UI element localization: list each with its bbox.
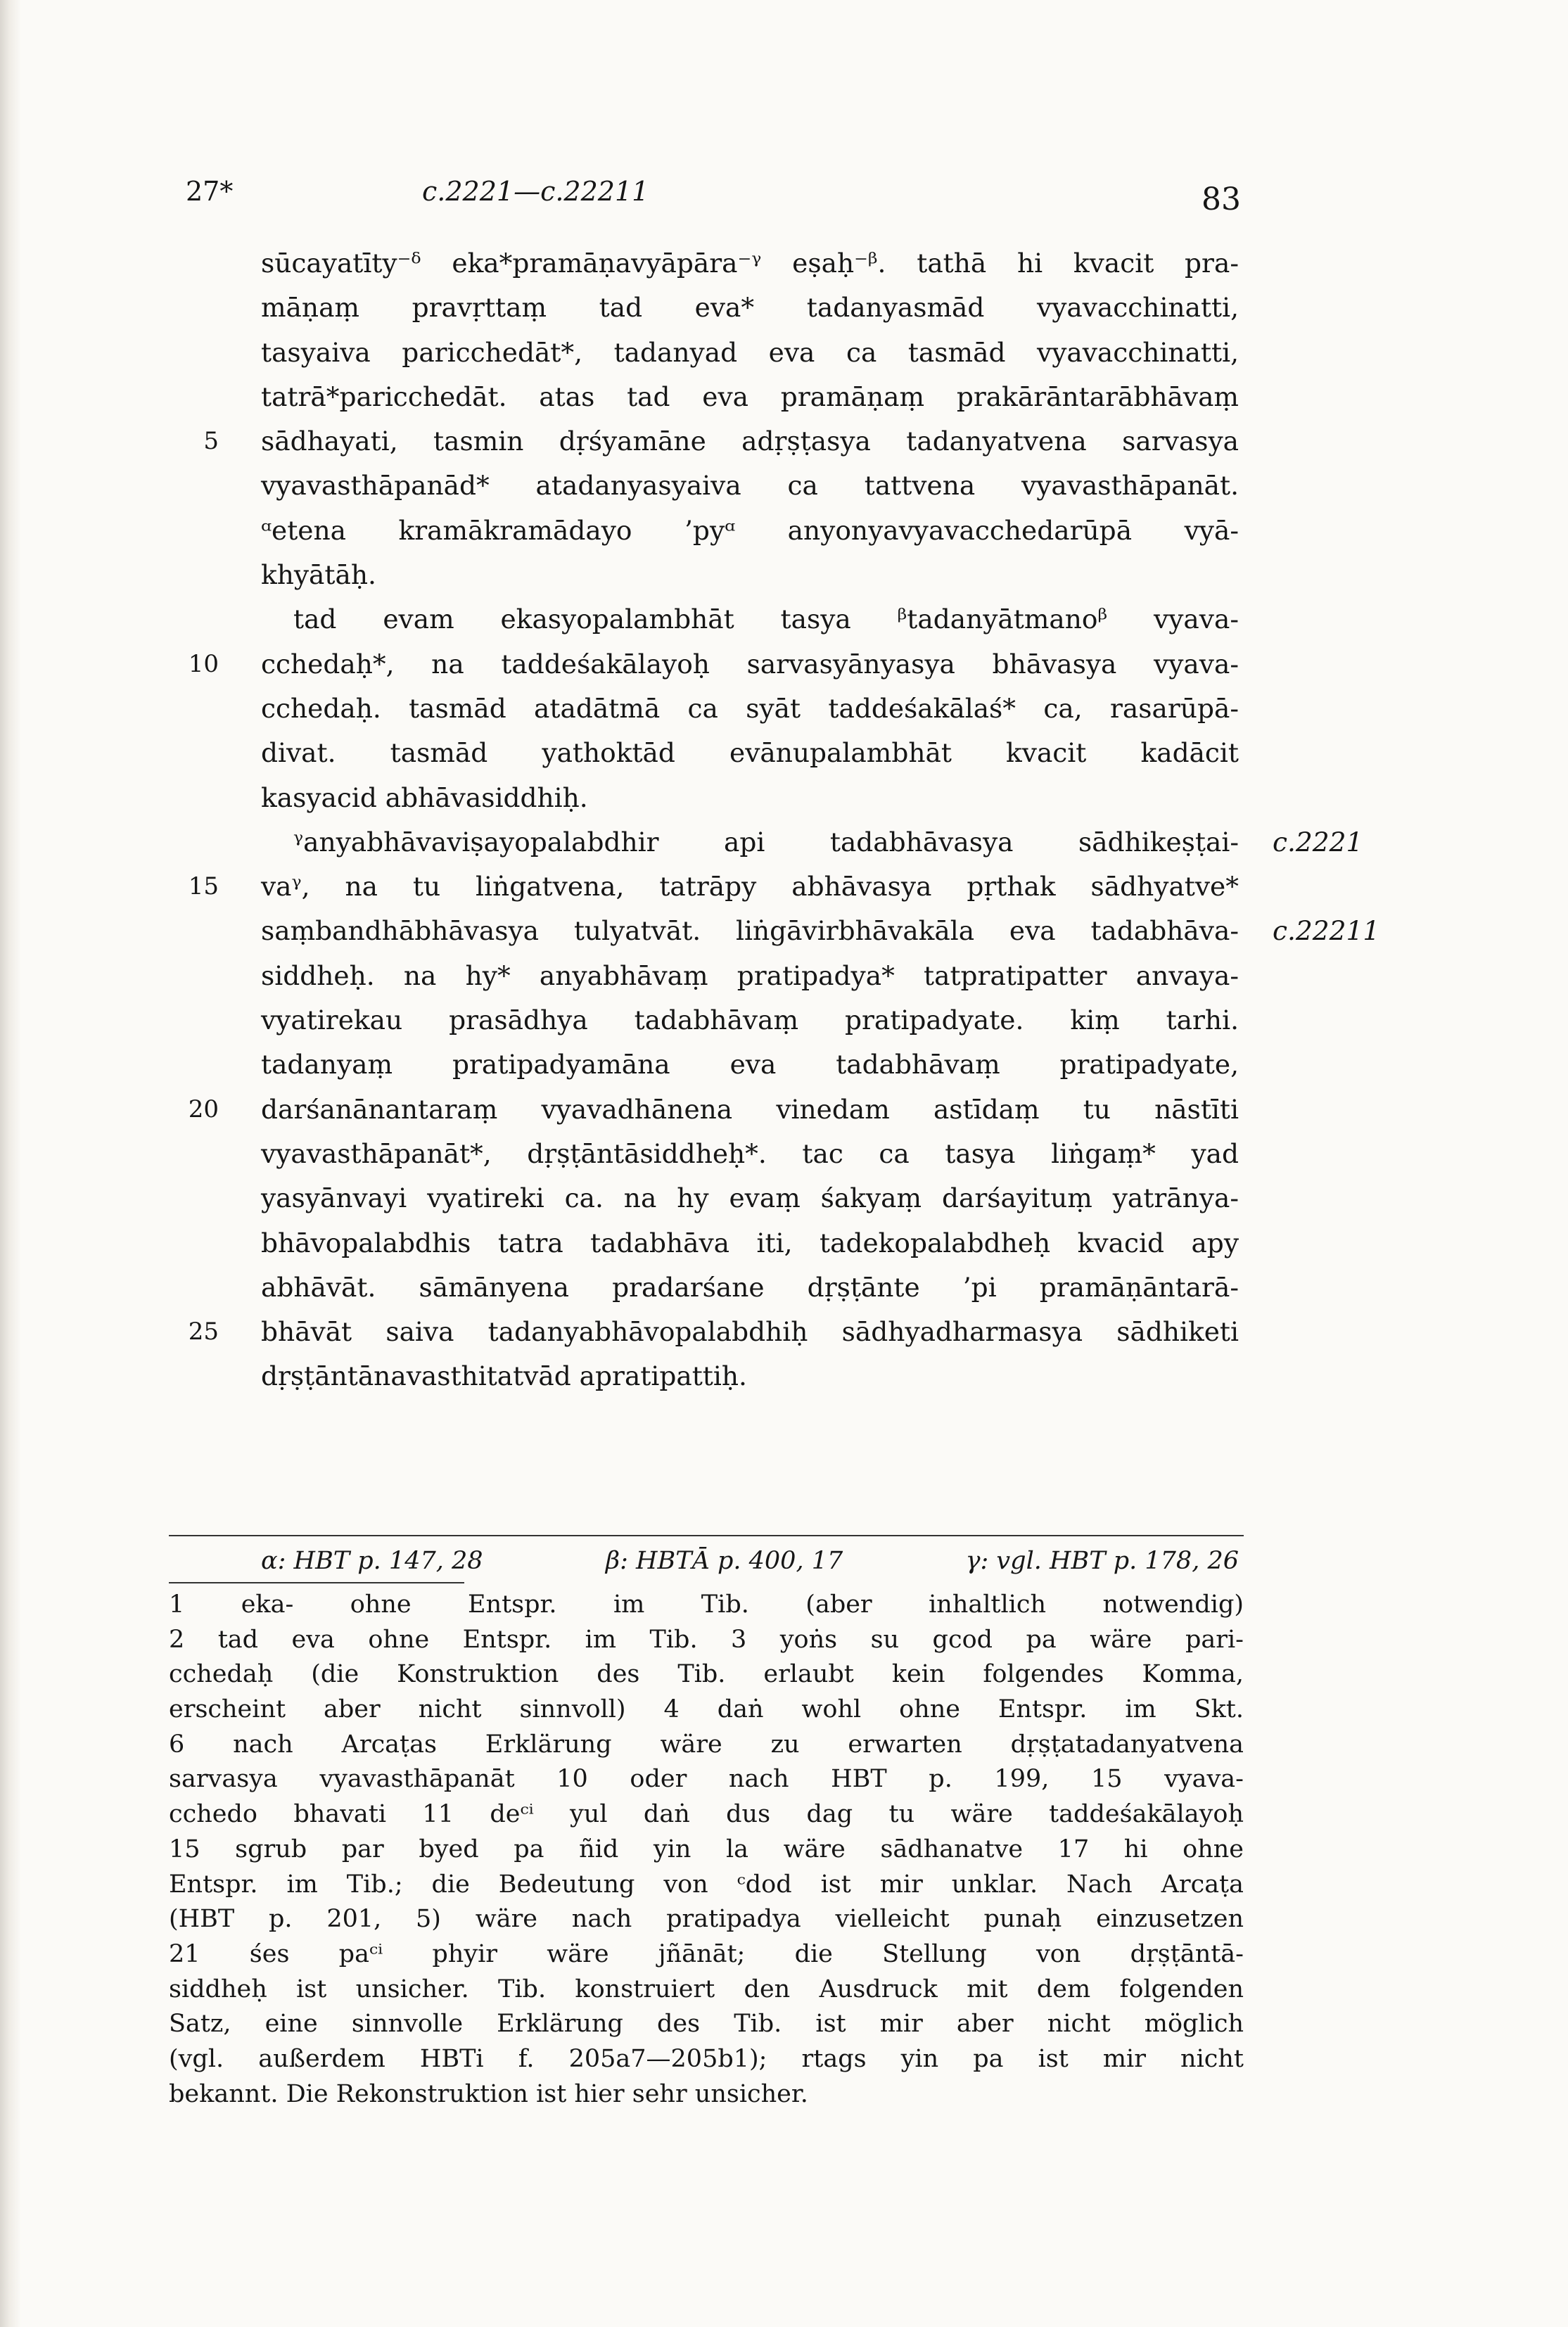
margin-reference: c.2221: [1273, 826, 1363, 858]
note-line: 6 nach Arcaṭas Erklärung wäre zu erwarten dṛṣṭatadanyatvena: [169, 1730, 1244, 1759]
siglum-gamma: γ: vgl. HBT p. 178, 26: [965, 1547, 1239, 1575]
text-line: [261, 464, 1239, 508]
line-text: dṛṣṭāntānavasthitatvād apratipattiḥ.: [261, 1360, 747, 1392]
line-text: divat. tasmād yathoktād evānupalambhāt kvacit kadācit: [261, 737, 1239, 769]
line-text: cchedaḥ*, na taddeśakālayoḥ sarvasyānyasya bhāvasya vyava-: [261, 648, 1239, 680]
line-text: sūcayatīty⁻ᵟ eka*pramāṇavyāpāra⁻ᵞ eṣaḥ⁻ᵝ. tathā hi kvacit pra-: [261, 248, 1239, 279]
note-line: erscheint aber nicht sinnvoll) 4 daṅ wohl ohne Entspr. im Skt.: [169, 1695, 1244, 1724]
footnote-rule: [169, 1535, 1244, 1536]
text-line: [261, 820, 1363, 865]
line-text: ᵞanyabhāvaviṣayopalabdhir api tadabhāvasya sādhikeṣṭai-: [293, 826, 1239, 858]
note-line: bekannt. Die Rekonstruktion ist hier sehr unsicher.: [169, 2079, 808, 2108]
note-line: siddheḥ ist unsicher. Tib. konstruiert den Ausdruck mit dem folgenden: [169, 1975, 1244, 2003]
text-line: [261, 776, 1239, 820]
line-text: siddheḥ. na hy* anyabhāvaṃ pratipadya* tatpratipatter anvaya-: [261, 960, 1239, 991]
text-line: [188, 1088, 1239, 1132]
text-line: [261, 331, 1239, 375]
notes-rule: [169, 1582, 464, 1583]
text-line: [261, 375, 1239, 419]
note-line: Entspr. im Tib.; die Bedeutung von ᶜdod ist mir unklar. Nach Arcaṭa: [169, 1870, 1244, 1899]
line-text: khyātāḥ.: [261, 559, 376, 591]
line-number: 10: [188, 649, 219, 678]
note-line: 1 eka- ohne Entspr. im Tib. (aber inhaltlich notwendig): [169, 1590, 1244, 1619]
siglum-alpha: α: HBT p. 147, 28: [261, 1547, 483, 1575]
note-line: (HBT p. 201, 5) wäre nach pratipadya vielleicht punaḥ einzusetzen: [169, 1905, 1244, 1934]
text-line: [188, 865, 1239, 909]
line-text: bhāvopalabdhis tatra tadabhāva iti, tadekopalabdheḥ kvacid apy: [261, 1227, 1239, 1258]
line-text: yasyānvayi vyatireki ca. na hy evaṃ śakyaṃ darśayituṃ yatrānya-: [261, 1182, 1239, 1214]
line-text: vyavasthāpanād* atadanyasyaiva ca tattvena vyavasthāpanāt.: [261, 470, 1239, 502]
text-line: [188, 642, 1239, 687]
line-text: cchedaḥ. tasmād atadātmā ca syāt taddeśakālaś* ca, rasarūpā-: [261, 692, 1239, 724]
text-line: [261, 1221, 1239, 1265]
note-line: cchedo bhavati 11 deᶜⁱ yul daṅ dus dag tu wäre taddeśakālayoḥ: [169, 1800, 1244, 1829]
line-text: ᵅetena kramākramādayo ’pyᵅ anyonyavyavacchedarūpā vyā-: [261, 514, 1239, 546]
main-text: [188, 241, 1380, 1399]
text-line: [261, 286, 1239, 330]
line-text: tasyaiva paricchedāt*, tadanyad eva ca tasmād vyavacchinatti,: [261, 336, 1239, 368]
critical-notes: [169, 1588, 1244, 2112]
line-text: vaᵞ, na tu liṅgatvena, tatrāpy abhāvasya pṛthak sādhyatve*: [261, 871, 1239, 903]
siglum-beta: β: HBTĀ p. 400, 17: [605, 1547, 843, 1575]
note-line: cchedaḥ (die Konstruktion des Tib. erlaubt kein folgendes Komma,: [169, 1660, 1244, 1689]
note-line: (vgl. außerdem HBTi f. 205a7—205b1); rtags yin pa ist mir nicht: [169, 2044, 1244, 2073]
line-number: 15: [188, 872, 219, 901]
line-text: bhāvāt saiva tadanyabhāvopalabdhiḥ sādhyadharmasya sādhiketi: [261, 1316, 1239, 1348]
note-line: 15 sgrub par byed pa ñid yin la wäre sādhanatve 17 hi ohne: [169, 1835, 1244, 1863]
line-number: 20: [188, 1095, 219, 1123]
text-line: [261, 597, 1239, 642]
margin-reference: c.22211: [1273, 915, 1380, 947]
line-text: tatrā*paricchedāt. atas tad eva pramāṇaṃ prakārāntarābhāvaṃ: [261, 381, 1239, 412]
text-line: [261, 998, 1239, 1043]
page-number: 83: [1202, 181, 1241, 217]
line-number: 5: [203, 427, 219, 456]
note-line: 21 śes paᶜⁱ phyir wäre jñānāt; die Stellung von dṛṣṭāntā-: [169, 1939, 1244, 1968]
sigla-line: [261, 1541, 1239, 1581]
text-line: [261, 731, 1239, 775]
page-marker: 27*: [186, 176, 234, 207]
line-text: vyavasthāpanāt*, dṛṣṭāntāsiddheḥ*. tac ca tasya liṅgaṃ* yad: [261, 1137, 1239, 1169]
line-text: tadanyaṃ pratipadyamāna eva tadabhāvaṃ pratipadyate,: [261, 1049, 1239, 1080]
line-text: saṃbandhābhāvasya tulyatvāt. liṅgāvirbhāvakāla eva tadabhāva-: [261, 915, 1239, 947]
line-text: vyatirekau prasādhya tadabhāvaṃ pratipadyate. kiṃ tarhi.: [261, 1005, 1239, 1036]
running-title: c.2221—c.22211: [422, 176, 649, 207]
line-number: 25: [188, 1318, 219, 1346]
page-header: [0, 176, 1568, 218]
line-text: sādhayati, tasmin dṛśyamāne adṛṣṭasya tadanyatvena sarvasya: [261, 426, 1239, 457]
text-line: [203, 419, 1239, 464]
scan-edge-shadow: [0, 0, 21, 2327]
line-text: abhāvāt. sāmānyena pradarśane dṛṣṭānte ’pi pramāṇāntarā-: [261, 1271, 1239, 1303]
text-line: [261, 1354, 1239, 1398]
note-line: Satz, eine sinnvolle Erklärung des Tib. ist mir aber nicht möglich: [169, 2010, 1244, 2039]
text-line: [261, 509, 1239, 553]
text-line: [261, 553, 1239, 597]
note-line: 2 tad eva ohne Entspr. im Tib. 3 yoṅs su gcod pa wäre pari-: [169, 1625, 1244, 1654]
line-text: tad evam ekasyopalambhāt tasya ᵝtadanyātmanoᵝ vyava-: [293, 604, 1239, 635]
text-line: [261, 1132, 1239, 1176]
line-text: māṇaṃ pravṛttaṃ tad eva* tadanyasmād vyavacchinatti,: [261, 292, 1239, 324]
text-line: [261, 1043, 1239, 1087]
text-line: [261, 1176, 1239, 1220]
text-line: [261, 687, 1239, 731]
text-line: [188, 1310, 1239, 1354]
text-line: [261, 954, 1239, 998]
text-line: [261, 909, 1380, 953]
text-line: [261, 1265, 1239, 1310]
note-line: sarvasya vyavasthāpanāt 10 oder nach HBT p. 199, 15 vyava-: [169, 1765, 1244, 1794]
text-line: [261, 241, 1239, 286]
line-text: kasyacid abhāvasiddhiḥ.: [261, 782, 588, 813]
line-text: darśanānantaraṃ vyavadhānena vinedam astīdaṃ tu nāstīti: [261, 1093, 1239, 1125]
